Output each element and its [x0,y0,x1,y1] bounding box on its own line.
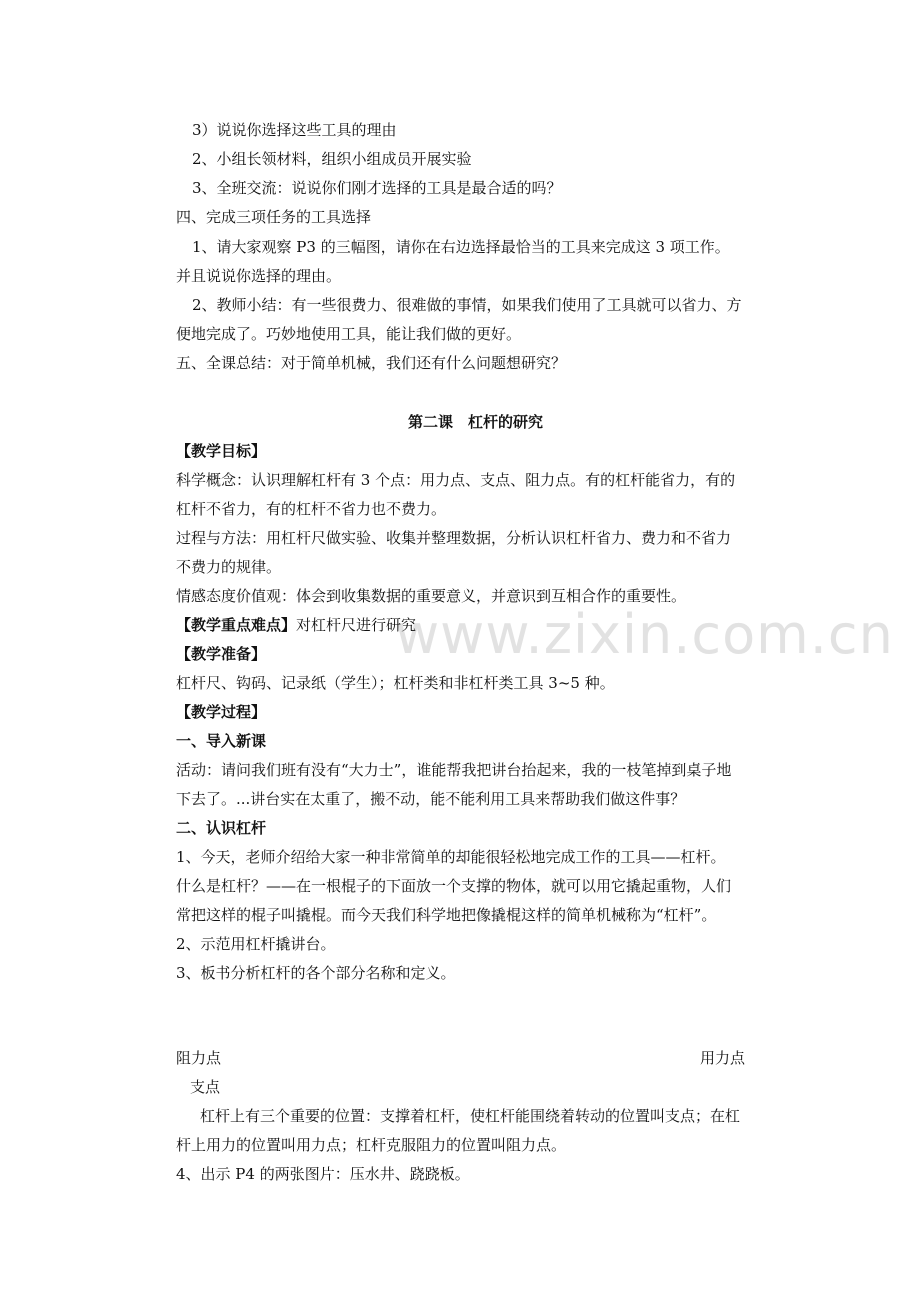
goals-heading: 【教学目标】 [176,442,267,460]
text-line: 1、今天，老师介绍给大家一种非常简单的却能很轻松地完成工作的工具——杠杆。 [176,848,726,866]
key-points-text: 对杠杆尺进行研究 [296,616,417,634]
text-line: 杆上用力的位置叫用力点；杠杆克服阻力的位置叫阻力点。 [176,1136,567,1154]
process-heading: 【教学过程】 [176,703,267,721]
prep-text: 杠杆尺、钩码、记录纸（学生）；杠杆类和非杠杆类工具 3~5 种。 [176,674,615,692]
text-line: 并且说说你选择的理由。 [176,267,342,285]
text-line: 4、出示 P4 的两张图片：压水井、跷跷板。 [176,1165,470,1183]
text-line: 杠杆上有三个重要的位置：支撑着杠杆，使杠杆能围绕着转动的位置叫支点；在杠 [200,1107,741,1125]
text-line: 情感态度价值观：体会到收集数据的重要意义，并意识到互相合作的重要性。 [176,587,687,605]
key-points-heading: 【教学重点难点】 [176,616,297,634]
section1-heading: 一、导入新课 [176,732,267,750]
text-line: 过程与方法：用杠杆尺做实验、收集并整理数据，分析认识杠杆省力、费力和不省力 [176,529,732,547]
text-line: 便地完成了。巧妙地使用工具，能让我们做的更好。 [176,325,522,343]
text-line: 科学概念：认识理解杠杆有 3 个点：用力点、支点、阻力点。有的杠杆能省力，有的 [176,471,736,489]
text-line: 常把这样的棍子叫撬棍。而今天我们科学地把像撬棍这样的简单机械称为“杠杆”。 [176,906,717,924]
watermark: www.zixin.com.cn [395,603,894,666]
text-line: 3、全班交流：说说你们刚才选择的工具是最合适的吗？ [192,179,562,197]
section-heading: 四、完成三项任务的工具选择 [176,208,372,226]
text-line: 杠杆不省力，有的杠杆不省力也不费力。 [176,500,447,518]
text-line: 3、板书分析杠杆的各个部分名称和定义。 [176,964,456,982]
lesson-title: 第二课 杠杆的研究 [408,413,544,431]
text-line: 3）说说你选择这些工具的理由 [192,121,397,139]
text-line: 什么是杠杆？——在一根棍子的下面放一个支撑的物体，就可以用它撬起重物，人们 [176,877,732,895]
text-line: 下去了。...讲台实在太重了，搬不动，能不能利用工具来帮助我们做这件事？ [176,790,686,808]
text-line: 2、小组长领材料，组织小组成员开展实验 [192,150,472,168]
section-heading: 五、全课总结：对于简单机械，我们还有什么问题想研究？ [176,354,567,372]
resistance-point-label: 阻力点 [176,1049,222,1067]
fulcrum-label: 支点 [190,1078,221,1096]
prep-heading: 【教学准备】 [176,645,267,663]
text-line: 2、教师小结：有一些很费力、很难做的事情，如果我们使用了工具就可以省力、方 [192,296,742,314]
section2-heading: 二、认识杠杆 [176,819,267,837]
key-points-line [176,615,416,635]
effort-point-label: 用力点 [700,1049,746,1067]
text-line: 2、示范用杠杆撬讲台。 [176,935,336,953]
text-line: 活动：请问我们班有没有“大力士”，谁能帮我把讲台抬起来，我的一枝笔掉到桌子地 [176,761,732,779]
text-line: 不费力的规律。 [176,558,282,576]
text-line: 1、请大家观察 P3 的三幅图，请你在右边选择最恰当的工具来完成这 3 项工作。 [192,238,730,256]
